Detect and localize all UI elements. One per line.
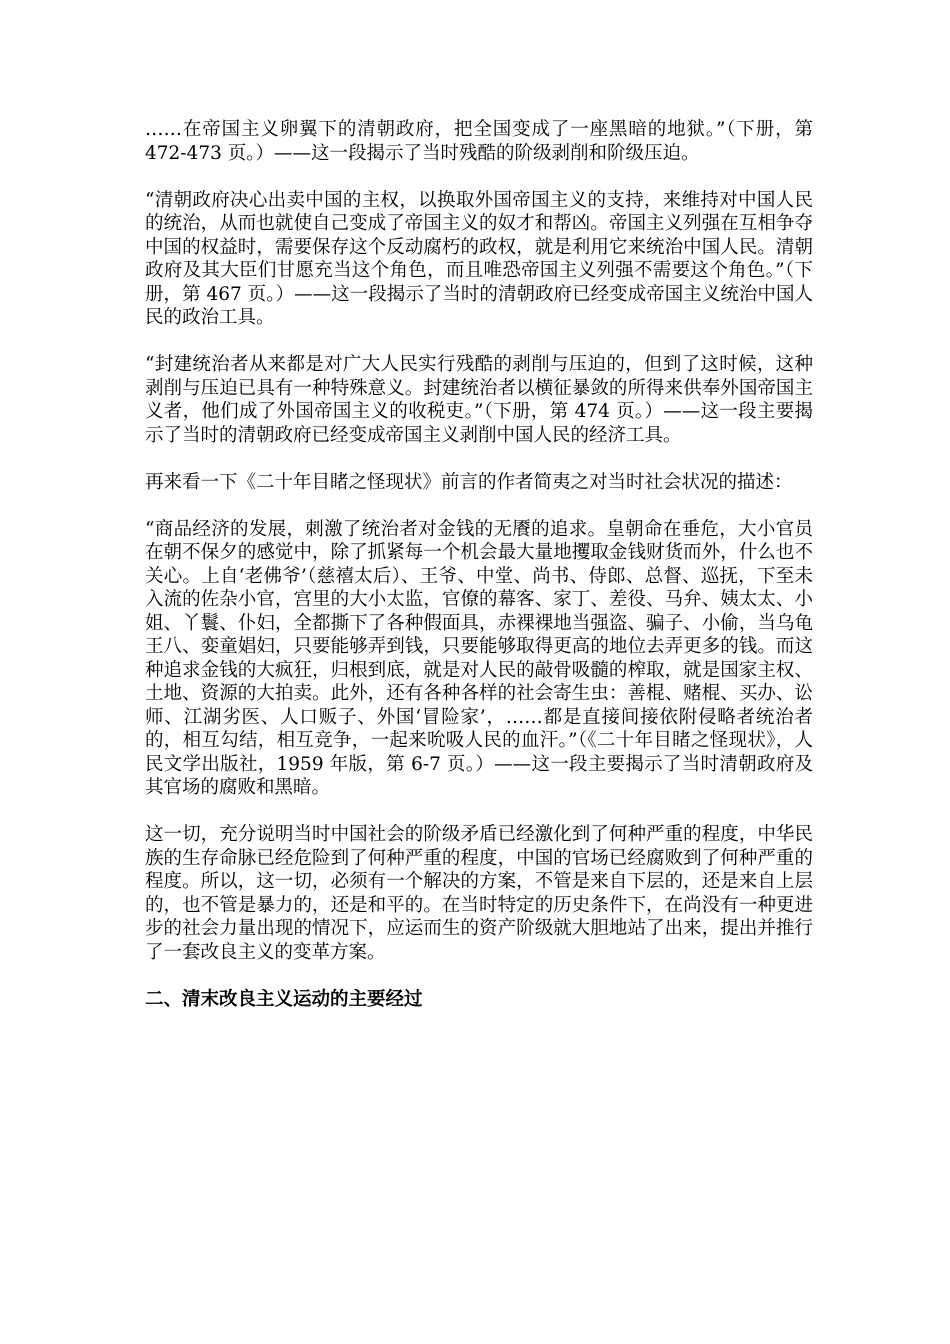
paragraph-political-tool: “清朝政府决心出卖中国的主权，以换取外国帝国主义的支持，来维持对中国人民的统治，从而也就使自己变成了帝国主义的奴才和帮凶。帝国主义列强在互相争夺中国的权益时，需要保存这个反动腐朽的政权，就是利用它来统治中国人民。清朝政府及其大臣们甘愿充当这个角色，而且唯恐帝国主义列强不需要这个角色。”（下册，第 467 页。）——这一段揭示了当时的清朝政府已经变成帝国主义统治中国人民的政治工具。 [145, 189, 813, 328]
section-heading: 二、清末改良主义运动的主要经过 [145, 988, 423, 1010]
document-page [145, 118, 813, 1011]
paragraph-preface-intro: 再来看一下《二十年目睹之怪现状》前言的作者简夷之对当时社会状况的描述： [145, 471, 793, 493]
paragraph-preface-quote: “商品经济的发展，刺激了统治者对金钱的无餍的追求。皇朝命在垂危，大小官员在朝不保夕的感觉中，除了抓紧每一个机会最大量地攫取金钱财货而外，什么也不关心。上自‘老佛爷’（慈禧太后）、王爷、中堂、尚书、侍郎、总督、巡抚，下至未入流的佐杂小官，宫里的大小太监，官僚的幕客、家丁、差役、马弁、姨太太、小姐、丫鬟、仆妇，全都撕下了各种假面具，赤裸裸地当强盗、骗子、小偷，当乌龟王八、娈童娼妇，只要能够弄到钱，只要能够取得更高的地位去弄更多的钱。而这种追求金钱的大疯狂，归根到底，就是对人民的敲骨吸髓的榨取，就是国家主权、土地、资源的大拍卖。此外，还有各种各样的社会寄生虫：善棍、赌棍、买办、讼师、江湖劣医、人口贩子、外国‘冒险家’，……都是直接间接依附侵略者统治者的，相互勾结，相互竞争，一起来吮吸人民的血汗。”（《二十年目睹之怪现状》，人民文学出版社，1959 年版，第 6-7 页。）——这一段主要揭示了当时清朝政府及其官场的腐败和黑暗。 [145, 518, 813, 798]
paragraph-hell-quote: ……在帝国主义卵翼下的清朝政府，把全国变成了一座黑暗的地狱。”（下册，第 472-473 页。）——这一段揭示了当时残酷的阶级剥削和阶级压迫。 [145, 119, 813, 164]
paragraph-economic-tool: “封建统治者从来都是对广大人民实行残酷的剥削与压迫的，但到了这时候，这种剥削与压迫已具有一种特殊意义。封建统治者以横征暴敛的所得来供奉外国帝国主义者，他们成了外国帝国主义的收税吏。”（下册，第 474 页。）——这一段主要揭示了当时的清朝政府已经变成帝国主义剥削中国人民的经济工具。 [145, 354, 813, 446]
paragraph-conclusion: 这一切，充分说明当时中国社会的阶级矛盾已经激化到了何种严重的程度，中华民族的生存命脉已经危险到了何种严重的程度，中国的官场已经腐败到了何种严重的程度。所以，这一切，必须有一个解决的方案，不管是来自下层的，还是来自上层的，也不管是暴力的，还是和平的。在当时特定的历史条件下，在尚没有一种更进步的社会力量出现的情况下，应运而生的资产阶级就大胆地站了出来，提出并推行了一套改良主义的变革方案。 [145, 824, 813, 963]
